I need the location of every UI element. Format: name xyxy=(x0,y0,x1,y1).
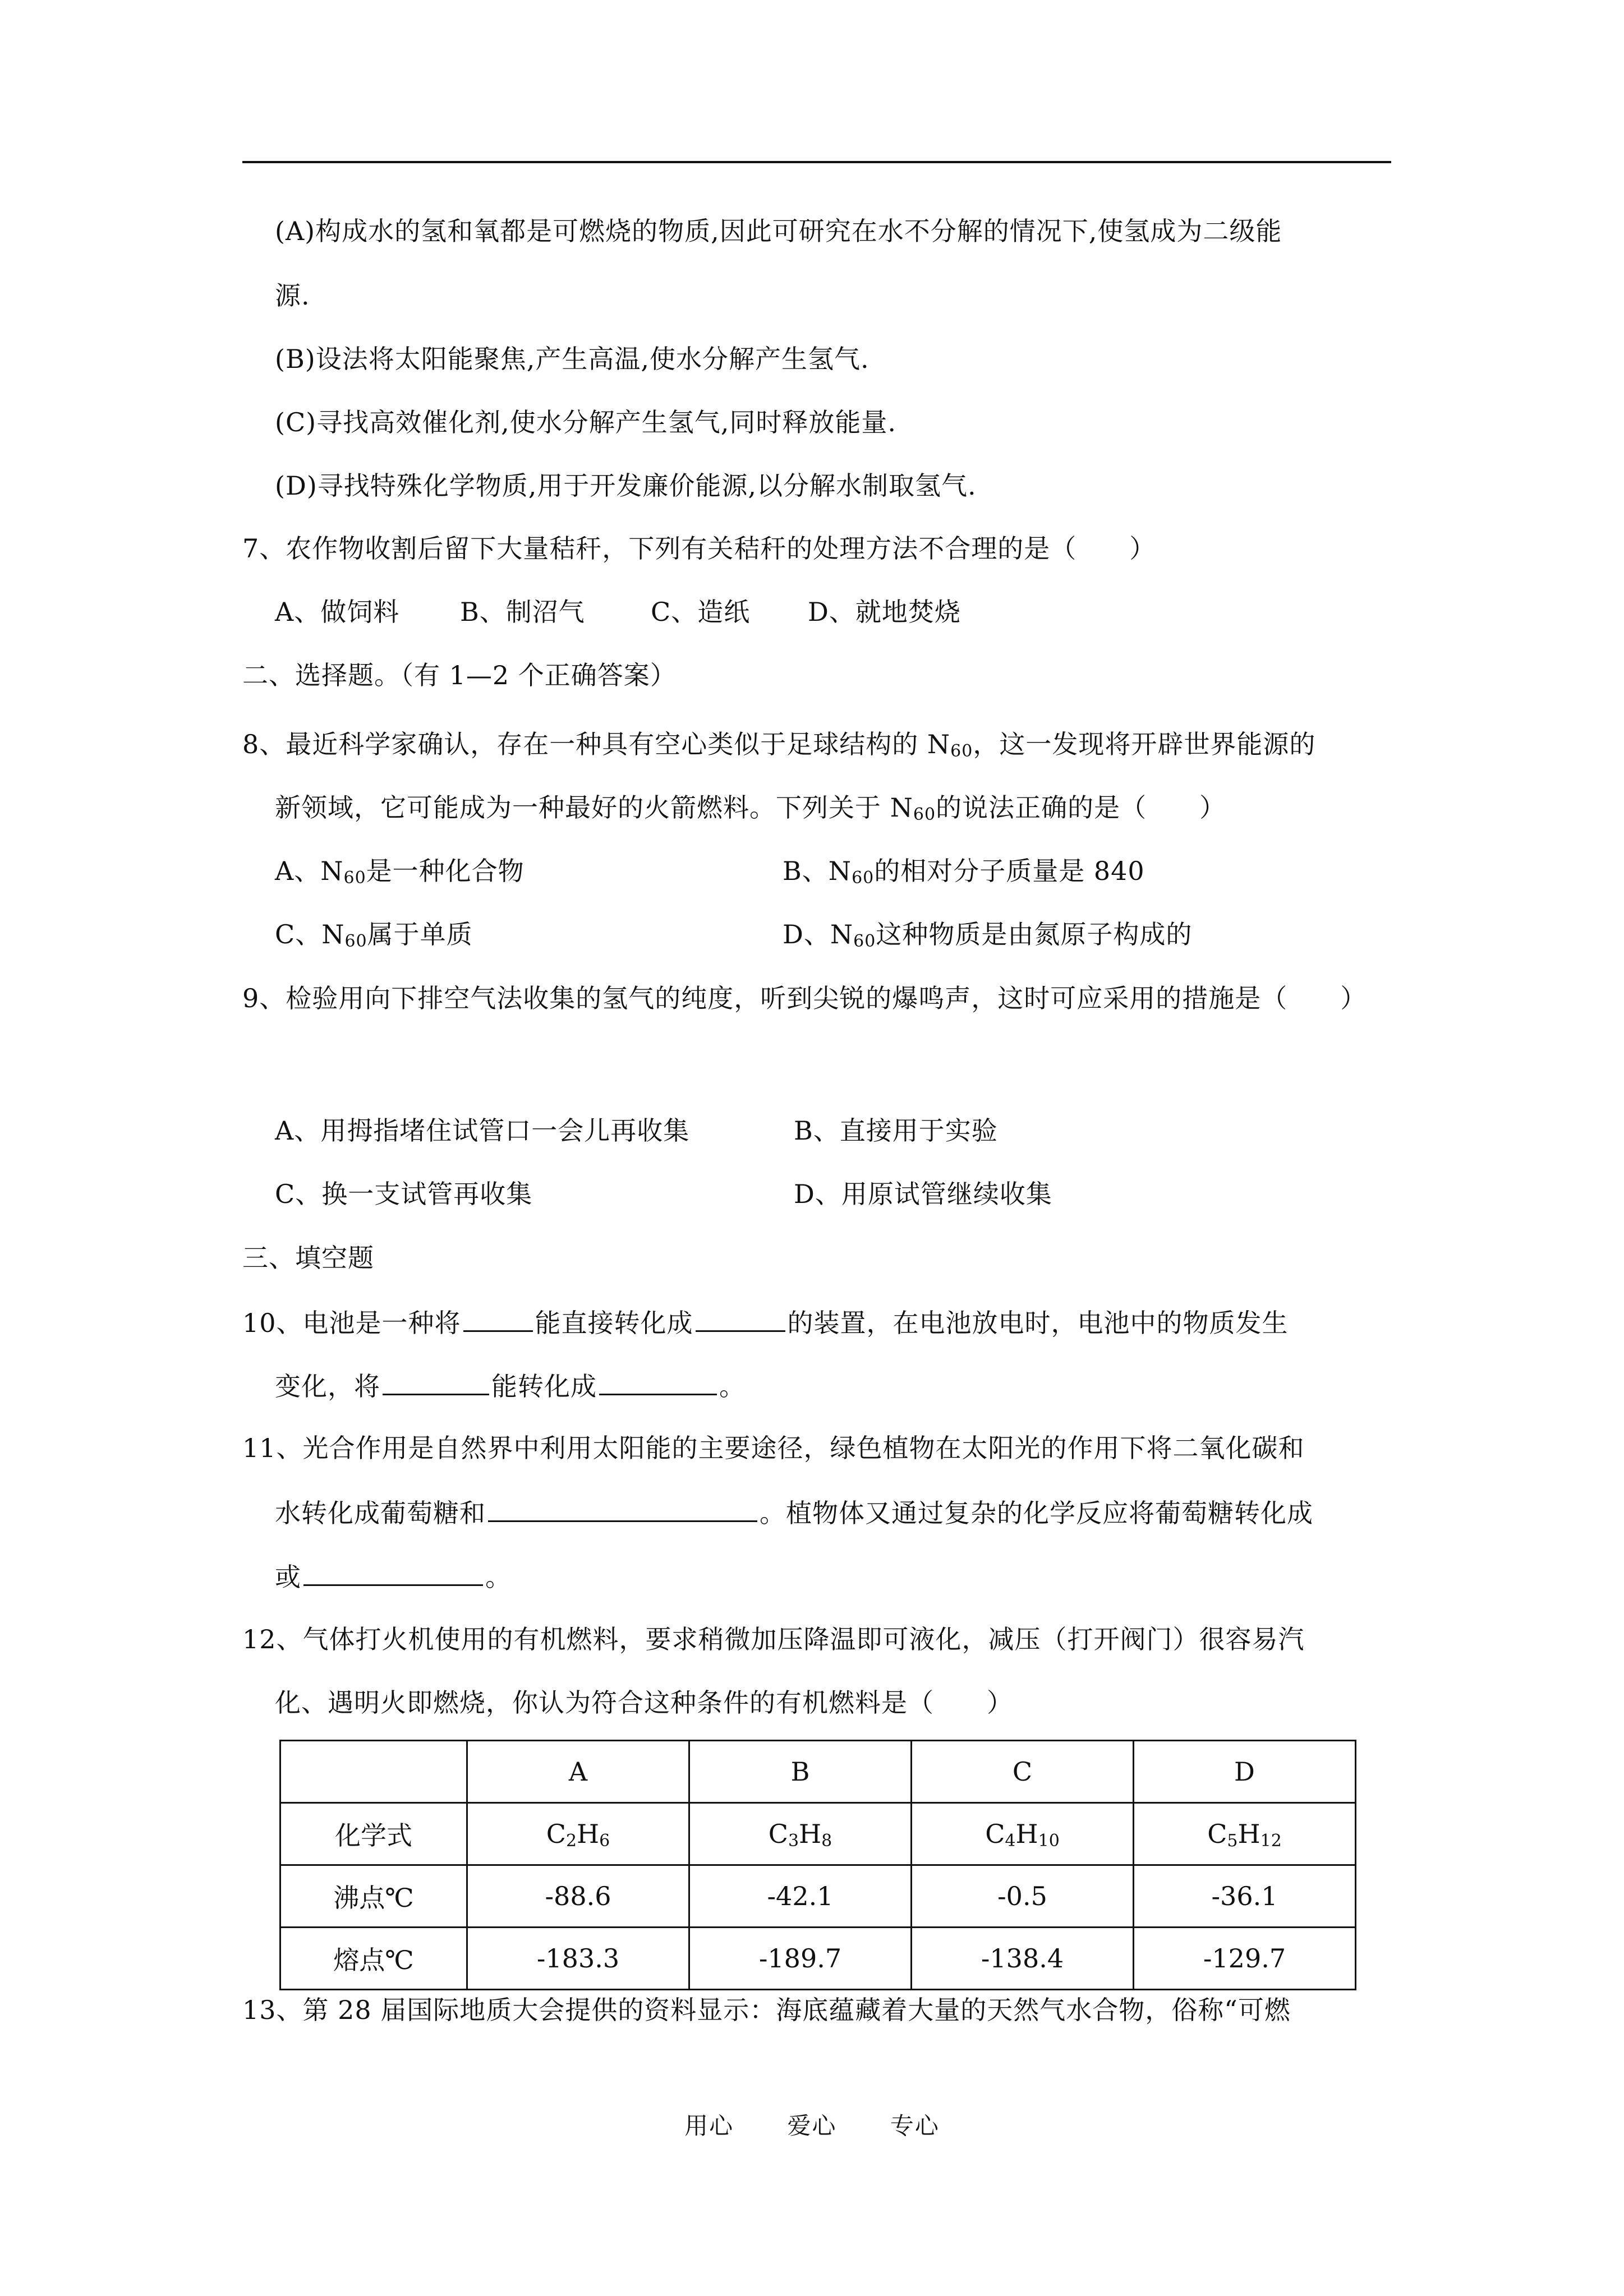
q6-option-a-line2: 源. xyxy=(275,280,310,311)
melt-c: -138.4 xyxy=(912,1928,1134,1990)
q6-option-d: (D)寻找特殊化学物质,用于开发廉价能源,以分解水制取氢气. xyxy=(275,471,977,501)
formula-a: $C_2H_6$ xyxy=(467,1803,689,1865)
q7-option-b: B、制沼气 xyxy=(460,597,585,627)
q7-option-d: D、就地焚烧 xyxy=(808,597,961,627)
table-col-b: B xyxy=(689,1741,912,1803)
row-label-boiling: 沸点℃ xyxy=(280,1865,467,1928)
q11-blank-2[interactable] xyxy=(303,1559,483,1586)
q13-line1: 13、第 28 届国际地质大会提供的资料显示：海底蕴藏着大量的天然气水合物，俗称“可燃 xyxy=(242,1995,1291,2025)
footer-text-1: 用心 xyxy=(684,2112,734,2140)
q7-option-c: C、造纸 xyxy=(651,597,751,627)
q10-blank-1[interactable] xyxy=(463,1304,533,1332)
q8-stem-line2: 新领域，它可能成为一种最好的火箭燃料。下列关于 $N_{60}$的说法正确的是（ ） xyxy=(275,792,1226,824)
table-header-row xyxy=(280,1741,1356,1803)
q12-line2: 化、遇明火即燃烧，你认为符合这种条件的有机燃料是（ ） xyxy=(275,1688,1013,1718)
formula-b: $C_3H_8$ xyxy=(689,1803,912,1865)
boil-c: -0.5 xyxy=(912,1865,1134,1928)
row-label-melting: 熔点℃ xyxy=(280,1928,467,1990)
header-rule xyxy=(242,161,1391,163)
q11-line1: 11、光合作用是自然界中利用太阳能的主要途径，绿色植物在太阳光的作用下将二氧化碳和 xyxy=(242,1433,1305,1463)
q8-stem-line1: 8、最近科学家确认，存在一种具有空心类似于足球结构的 $N_{60}$，这一发现将开辟世界能源的 xyxy=(242,729,1316,761)
q6-option-a-line1: (A)构成水的氢和氧都是可燃烧的物质,因此可研究在水不分解的情况下,使氢成为二级能 xyxy=(275,216,1282,246)
q9-option-d: D、用原试管继续收集 xyxy=(794,1179,1052,1209)
q10-blank-3[interactable] xyxy=(383,1368,489,1395)
q9-option-b: B、直接用于实验 xyxy=(794,1115,998,1146)
melt-a: -183.3 xyxy=(467,1928,689,1990)
q8-option-d: D、$N_{60}$这种物质是由氮原子构成的 xyxy=(783,919,1193,951)
row-label-formula: 化学式 xyxy=(280,1803,467,1865)
boil-b: -42.1 xyxy=(689,1865,912,1928)
q7-option-a: A、做饲料 xyxy=(275,597,400,627)
q10-blank-4[interactable] xyxy=(599,1368,717,1395)
melt-b: -189.7 xyxy=(689,1928,912,1990)
footer-text-3: 专心 xyxy=(890,2112,940,2140)
q9-option-c: C、换一支试管再收集 xyxy=(275,1179,533,1209)
boil-a: -88.6 xyxy=(467,1865,689,1928)
q11-line2: 水转化成葡萄糖和 。植物体又通过复杂的化学反应将葡萄糖转化成 xyxy=(275,1495,1313,1530)
q6-option-b: (B)设法将太阳能聚焦,产生高温,使水分解产生氢气. xyxy=(275,344,869,374)
table-corner-cell xyxy=(280,1741,467,1803)
q11-line3: 或 。 xyxy=(275,1559,512,1594)
footer-text-2: 爱心 xyxy=(787,2112,837,2140)
table-col-c: C xyxy=(912,1741,1134,1803)
table-row-boiling-point xyxy=(280,1865,1356,1928)
page-footer xyxy=(0,2108,1624,2141)
q8-option-a: A、$N_{60}$是一种化合物 xyxy=(275,856,525,888)
q6-option-c: (C)寻找高效催化剂,使水分解产生氢气,同时释放能量. xyxy=(275,407,896,437)
q9-stem: 9、检验用向下排空气法收集的氢气的纯度，听到尖锐的爆鸣声，这时可应采用的措施是（ ） xyxy=(242,983,1367,1013)
table-col-a: A xyxy=(467,1741,689,1803)
section-2-heading: 二、选择题。（有 1—2 个正确答案） xyxy=(242,660,677,690)
q12-line1: 12、气体打火机使用的有机燃料，要求稍微加压降温即可液化，减压（打开阀门）很容易汽 xyxy=(242,1624,1305,1654)
formula-d: $C_5H_{12}$ xyxy=(1134,1803,1356,1865)
q11-blank-1[interactable] xyxy=(488,1495,757,1522)
melt-d: -129.7 xyxy=(1134,1928,1356,1990)
q9-option-a: A、用拇指堵住试管口一会儿再收集 xyxy=(275,1115,690,1146)
q8-option-c: C、$N_{60}$属于单质 xyxy=(275,919,473,951)
q10-blank-2[interactable] xyxy=(696,1304,785,1332)
q8-option-b: B、$N_{60}$的相对分子质量是 840 xyxy=(783,856,1145,888)
table-row-formula xyxy=(280,1803,1356,1865)
fuel-properties-table xyxy=(279,1740,1356,1990)
table-row-melting-point xyxy=(280,1928,1356,1990)
section-3-heading: 三、填空题 xyxy=(242,1243,374,1273)
boil-d: -36.1 xyxy=(1134,1865,1356,1928)
q10-line2: 变化，将 能转化成 。 xyxy=(275,1368,746,1403)
table-col-d: D xyxy=(1134,1741,1356,1803)
formula-c: $C_4H_{10}$ xyxy=(912,1803,1134,1865)
q10-line1: 10、电池是一种将 能直接转化成 的装置，在电池放电时，电池中的物质发生 xyxy=(242,1304,1289,1340)
q7-stem: 7、农作物收割后留下大量秸秆，下列有关秸秆的处理方法不合理的是（ ） xyxy=(242,533,1156,564)
